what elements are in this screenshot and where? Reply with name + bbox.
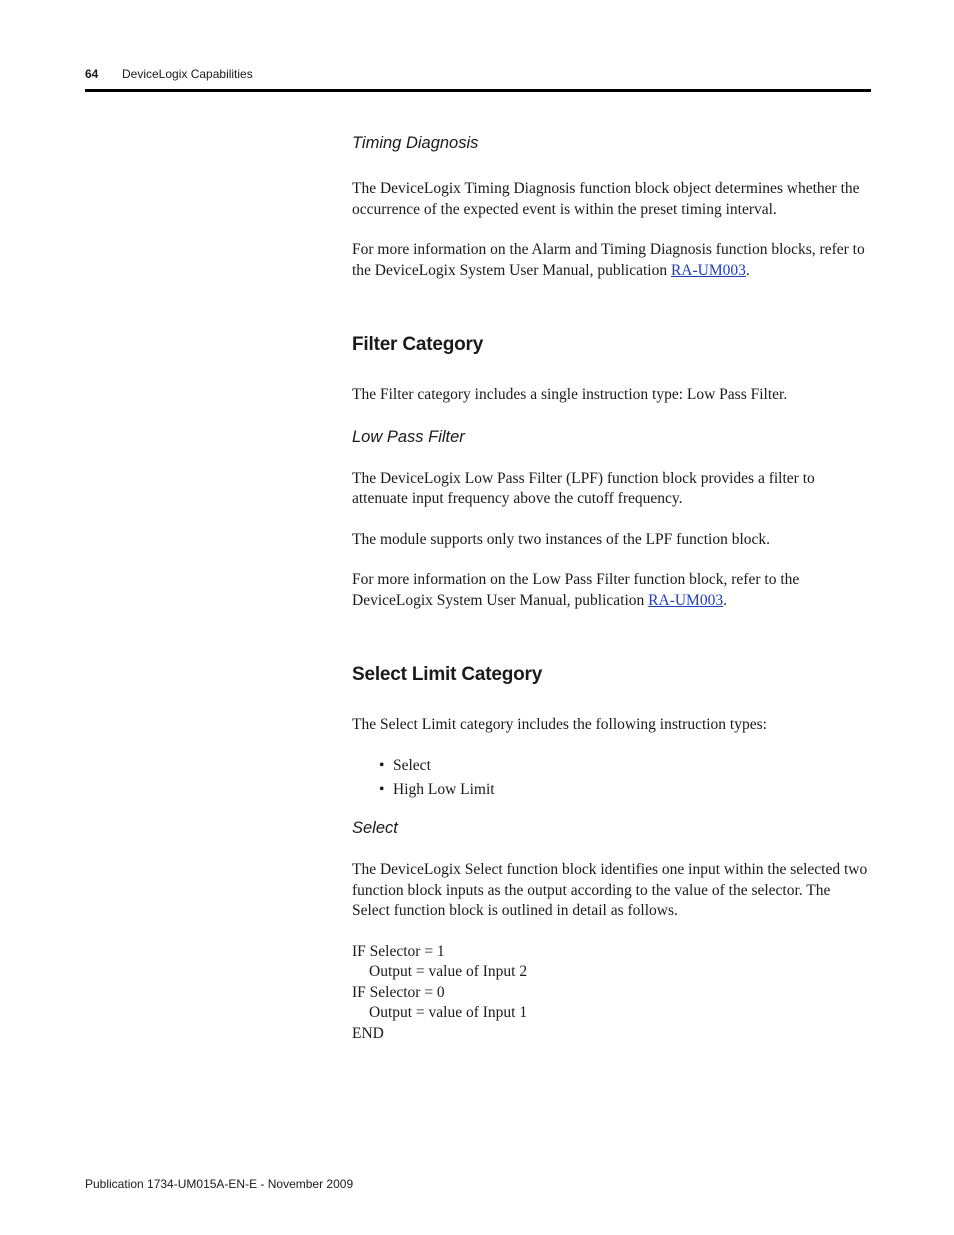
timing-diagnosis-heading: Timing Diagnosis [352, 134, 479, 152]
low-pass-filter-reference-text: For more information on the Low Pass Filter function block, refer to the DeviceLogix System User Manual, publication [352, 571, 800, 609]
low-pass-filter-heading: Low Pass Filter [352, 427, 465, 446]
page-body [352, 132, 872, 1044]
code-line: IF Selector = 1 [352, 942, 445, 960]
list-item: • High Low Limit [379, 780, 872, 801]
select-pseudocode [352, 942, 872, 1045]
timing-diagnosis-reference [352, 240, 872, 281]
code-line: Output = value of Input 2 [369, 963, 528, 980]
page-footer: Publication 1734-UM015A-EN-E - November 2009 [85, 1177, 354, 1191]
code-line: IF Selector = 0 [352, 983, 445, 1001]
timing-diagnosis-reference-end: . [745, 261, 750, 279]
low-pass-filter-paragraph: The DeviceLogix Low Pass Filter (LPF) function block provides a filter to attenuate input frequency above the cutoff frequency. [352, 469, 815, 507]
chapter-title: DeviceLogix Capabilities [122, 67, 253, 81]
ra-um003-link-2[interactable]: RA-UM003 [648, 591, 724, 609]
low-pass-filter-reference [352, 570, 872, 611]
filter-category-heading: Filter Category [352, 334, 484, 355]
instruction-type-list [352, 756, 872, 801]
list-item: • Select [379, 756, 872, 777]
code-line: END [352, 1024, 384, 1042]
header-rule [85, 89, 871, 92]
page-header [85, 66, 871, 82]
low-pass-filter-instances: The module supports only two instances of the LPF function block. [352, 530, 771, 548]
select-limit-intro: The Select Limit category includes the following instruction types: [352, 716, 767, 733]
select-limit-category-heading: Select Limit Category [352, 664, 543, 685]
timing-diagnosis-paragraph: The DeviceLogix Timing Diagnosis function block object determines whether the occurrence of the expected event is within the preset timing interval. [352, 180, 860, 218]
page-number: 64 [85, 67, 99, 81]
select-paragraph: The DeviceLogix Select function block identifies one input within the selected two function block inputs as the output according to the value of the selector. The Select function block is outlined in detail as follows. [352, 861, 868, 919]
timing-diagnosis-reference-text: For more information on the Alarm and Timing Diagnosis function blocks, refer to the DeviceLogix System User Manual, publication [352, 241, 865, 279]
ra-um003-link[interactable]: RA-UM003 [670, 261, 746, 279]
filter-category-intro: The Filter category includes a single instruction type: Low Pass Filter. [352, 386, 788, 403]
select-heading: Select [352, 819, 398, 837]
low-pass-filter-reference-end: . [723, 591, 727, 609]
code-line: Output = value of Input 1 [369, 1004, 528, 1021]
